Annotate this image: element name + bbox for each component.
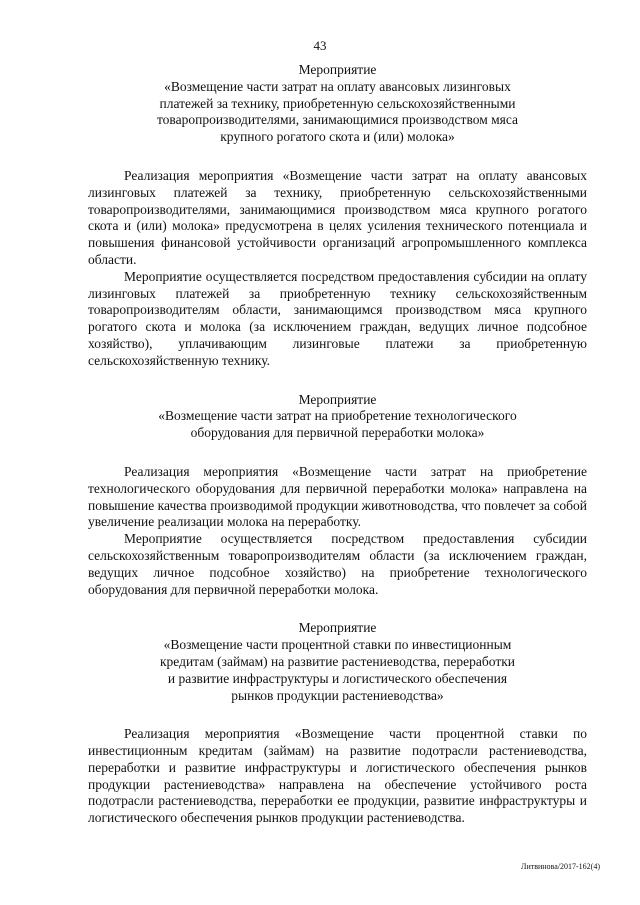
paragraph: Мероприятие осуществляется посредством предоставления субсидии на оплату лизинговых платежей за приобретенную технику сельскохозяйственным товаропроизводителям области, занимающимся производством мяса крупного рогатого скота и молока (за исключением граждан, ведущих личное подсобное хозяйство), уплачивающим лизинговые платежи за приобретенную сельскохозяйственную технику. xyxy=(88,268,587,368)
paragraph: Реализация мероприятия «Возмещение части затрат на оплату авансовых лизинговых платежей за технику, приобретенную сельскохозяйственными товаропроизводителями, занимающимися производством мяса крупного рогатого скота и (или) молока» предусмотрена в целях усиления технического потенциала и повышения финансовой устойчивости организаций агропромышленного комплекса области. xyxy=(88,167,587,267)
paragraph: Реализация мероприятия «Возмещение части затрат на приобретение технологического оборудования для первичной переработки молока» направлена на повышение качества производимой продукции животноводства, что повлечет за собой увеличение реализации молока на переработку. xyxy=(88,463,587,530)
heading-line: «Возмещение части затрат на приобретение технологического xyxy=(158,408,517,424)
heading-line: рынков продукции растениеводства» xyxy=(231,687,444,703)
heading-line: крупного рогатого скота и (или) молока» xyxy=(220,129,455,145)
heading-line: «Возмещение части процентной ставки по инвестиционным xyxy=(163,637,512,653)
document-body xyxy=(88,62,587,827)
heading-line: «Возмещение части затрат на оплату авансовых лизинговых xyxy=(164,78,511,94)
heading-line: платежей за технику, приобретенную сельскохозяйственными xyxy=(159,95,516,111)
footer-code: Литвинова/2017-162(4) xyxy=(521,862,600,871)
heading-line: и развитие инфраструктуры и логистического обеспечения xyxy=(167,670,508,686)
heading-label: Мероприятие xyxy=(298,620,377,636)
heading-label: Мероприятие xyxy=(298,391,377,407)
paragraph: Реализация мероприятия «Возмещение части процентной ставки по инвестиционным кредитам (займам) на развитие подотрасли растениеводства, переработки и развитие инфраструктуры и логистического обеспечения рынков продукции растениеводства» направлена на обеспечение устойчивого роста подотрасли растениеводства, переработки ее продукции, развитие инфраструктуры и логистического обеспечения рынков продукции растениеводства. xyxy=(88,726,587,826)
section-heading xyxy=(88,620,587,704)
heading-line: кредитам (займам) на развитие растениеводства, переработки xyxy=(159,653,516,669)
page-number: 43 xyxy=(313,38,327,53)
paragraph: Мероприятие осуществляется посредством предоставления субсидии сельскохозяйственным товаропроизводителям области (за исключением граждан, ведущих личное подсобное хозяйство) на приобретение технологического оборудования для первичной переработки молока. xyxy=(88,531,587,597)
heading-line: оборудования для первичной переработки молока» xyxy=(190,425,485,441)
heading-label: Мероприятие xyxy=(298,62,377,77)
heading-line: товаропроизводителями, занимающимися производством мяса xyxy=(156,112,519,128)
section-heading xyxy=(88,62,587,146)
section-heading xyxy=(88,392,587,442)
